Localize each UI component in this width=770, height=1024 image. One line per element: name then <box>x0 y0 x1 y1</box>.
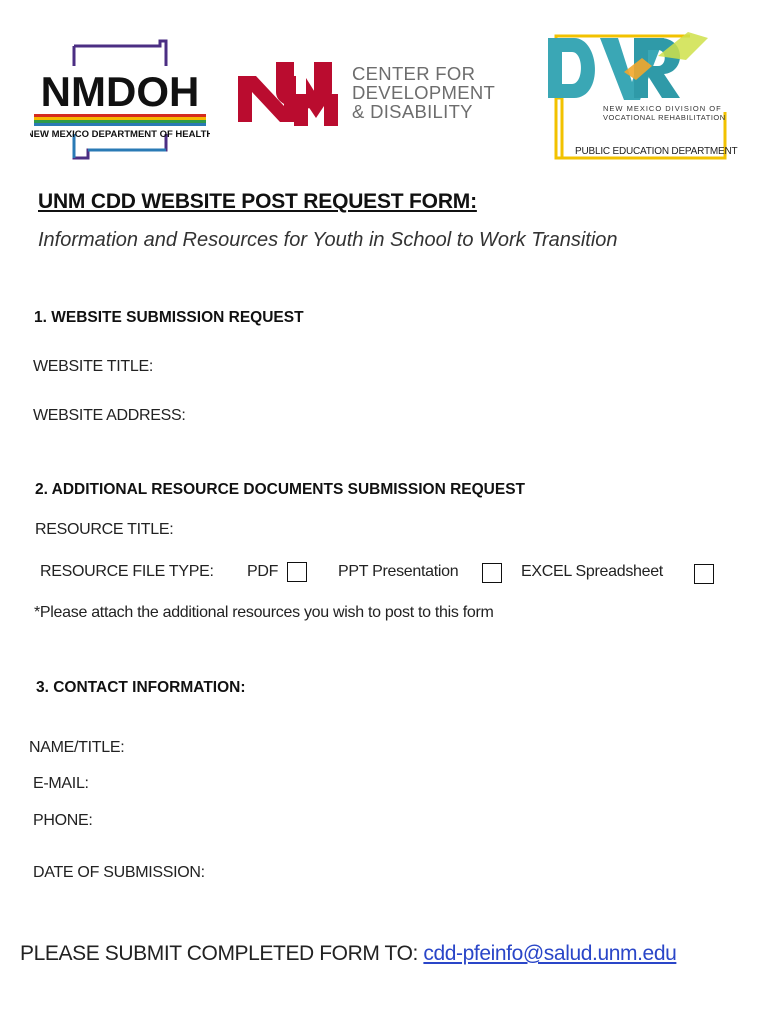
email-label: E-MAIL: <box>33 775 89 792</box>
nmdoh-logo <box>30 38 210 166</box>
nmdoh-logo-name: NMDOH <box>40 68 200 115</box>
section3-heading: 3. CONTACT INFORMATION: <box>36 679 246 696</box>
form-subtitle: Information and Resources for Youth in School to Work Transition <box>38 229 618 251</box>
submission-email-link[interactable]: cdd-pfeinfo@salud.unm.edu <box>423 942 677 965</box>
name-title-label: NAME/TITLE: <box>29 739 125 756</box>
resource-file-type-label: RESOURCE FILE TYPE: <box>40 563 214 580</box>
pdf-checkbox[interactable] <box>287 562 307 582</box>
excel-checkbox[interactable] <box>694 564 714 584</box>
dvr-logo-line-1: NEW MEXICO DIVISION OF <box>603 104 722 113</box>
dvr-logo-line-2: VOCATIONAL REHABILITATION <box>603 113 726 122</box>
option-pdf-label: PDF <box>247 563 279 580</box>
unm-monogram-icon <box>236 58 340 130</box>
form-title: UNM CDD WEBSITE POST REQUEST FORM: <box>38 190 477 213</box>
date-of-submission-label: DATE OF SUBMISSION: <box>33 864 205 881</box>
new-mexico-state-outline-icon <box>30 38 210 166</box>
unm-logo-line-3: & DISABILITY <box>352 101 473 122</box>
section2-heading: 2. ADDITIONAL RESOURCE DOCUMENTS SUBMISSION REQUEST <box>35 481 526 498</box>
unm-logo-line-1: CENTER FOR <box>352 63 476 84</box>
unm-cdd-logo-text <box>352 64 495 121</box>
dvr-logo-line-3: PUBLIC EDUCATION DEPARTMENT <box>575 146 738 157</box>
attach-note: *Please attach the additional resources you wish to post to this form <box>34 604 494 621</box>
option-excel-label: EXCEL Spreadsheet <box>521 563 663 580</box>
option-ppt-label: PPT Presentation <box>338 563 459 580</box>
website-title-label: WEBSITE TITLE: <box>33 358 153 375</box>
submission-instructions <box>20 942 676 966</box>
phone-label: PHONE: <box>33 812 93 829</box>
resource-title-label: RESOURCE TITLE: <box>35 521 174 538</box>
unm-logo <box>236 58 340 130</box>
submission-instructions-text: PLEASE SUBMIT COMPLETED FORM TO: <box>20 942 418 965</box>
unm-logo-line-2: DEVELOPMENT <box>352 82 496 103</box>
section1-heading: 1. WEBSITE SUBMISSION REQUEST <box>34 309 304 326</box>
ppt-checkbox[interactable] <box>482 563 502 583</box>
nmdoh-logo-subtitle: NEW MEXICO DEPARTMENT OF HEALTH <box>30 129 210 140</box>
website-address-label: WEBSITE ADDRESS: <box>33 407 186 424</box>
dvr-logo <box>540 28 740 160</box>
dvr-emblem-icon <box>540 28 740 160</box>
